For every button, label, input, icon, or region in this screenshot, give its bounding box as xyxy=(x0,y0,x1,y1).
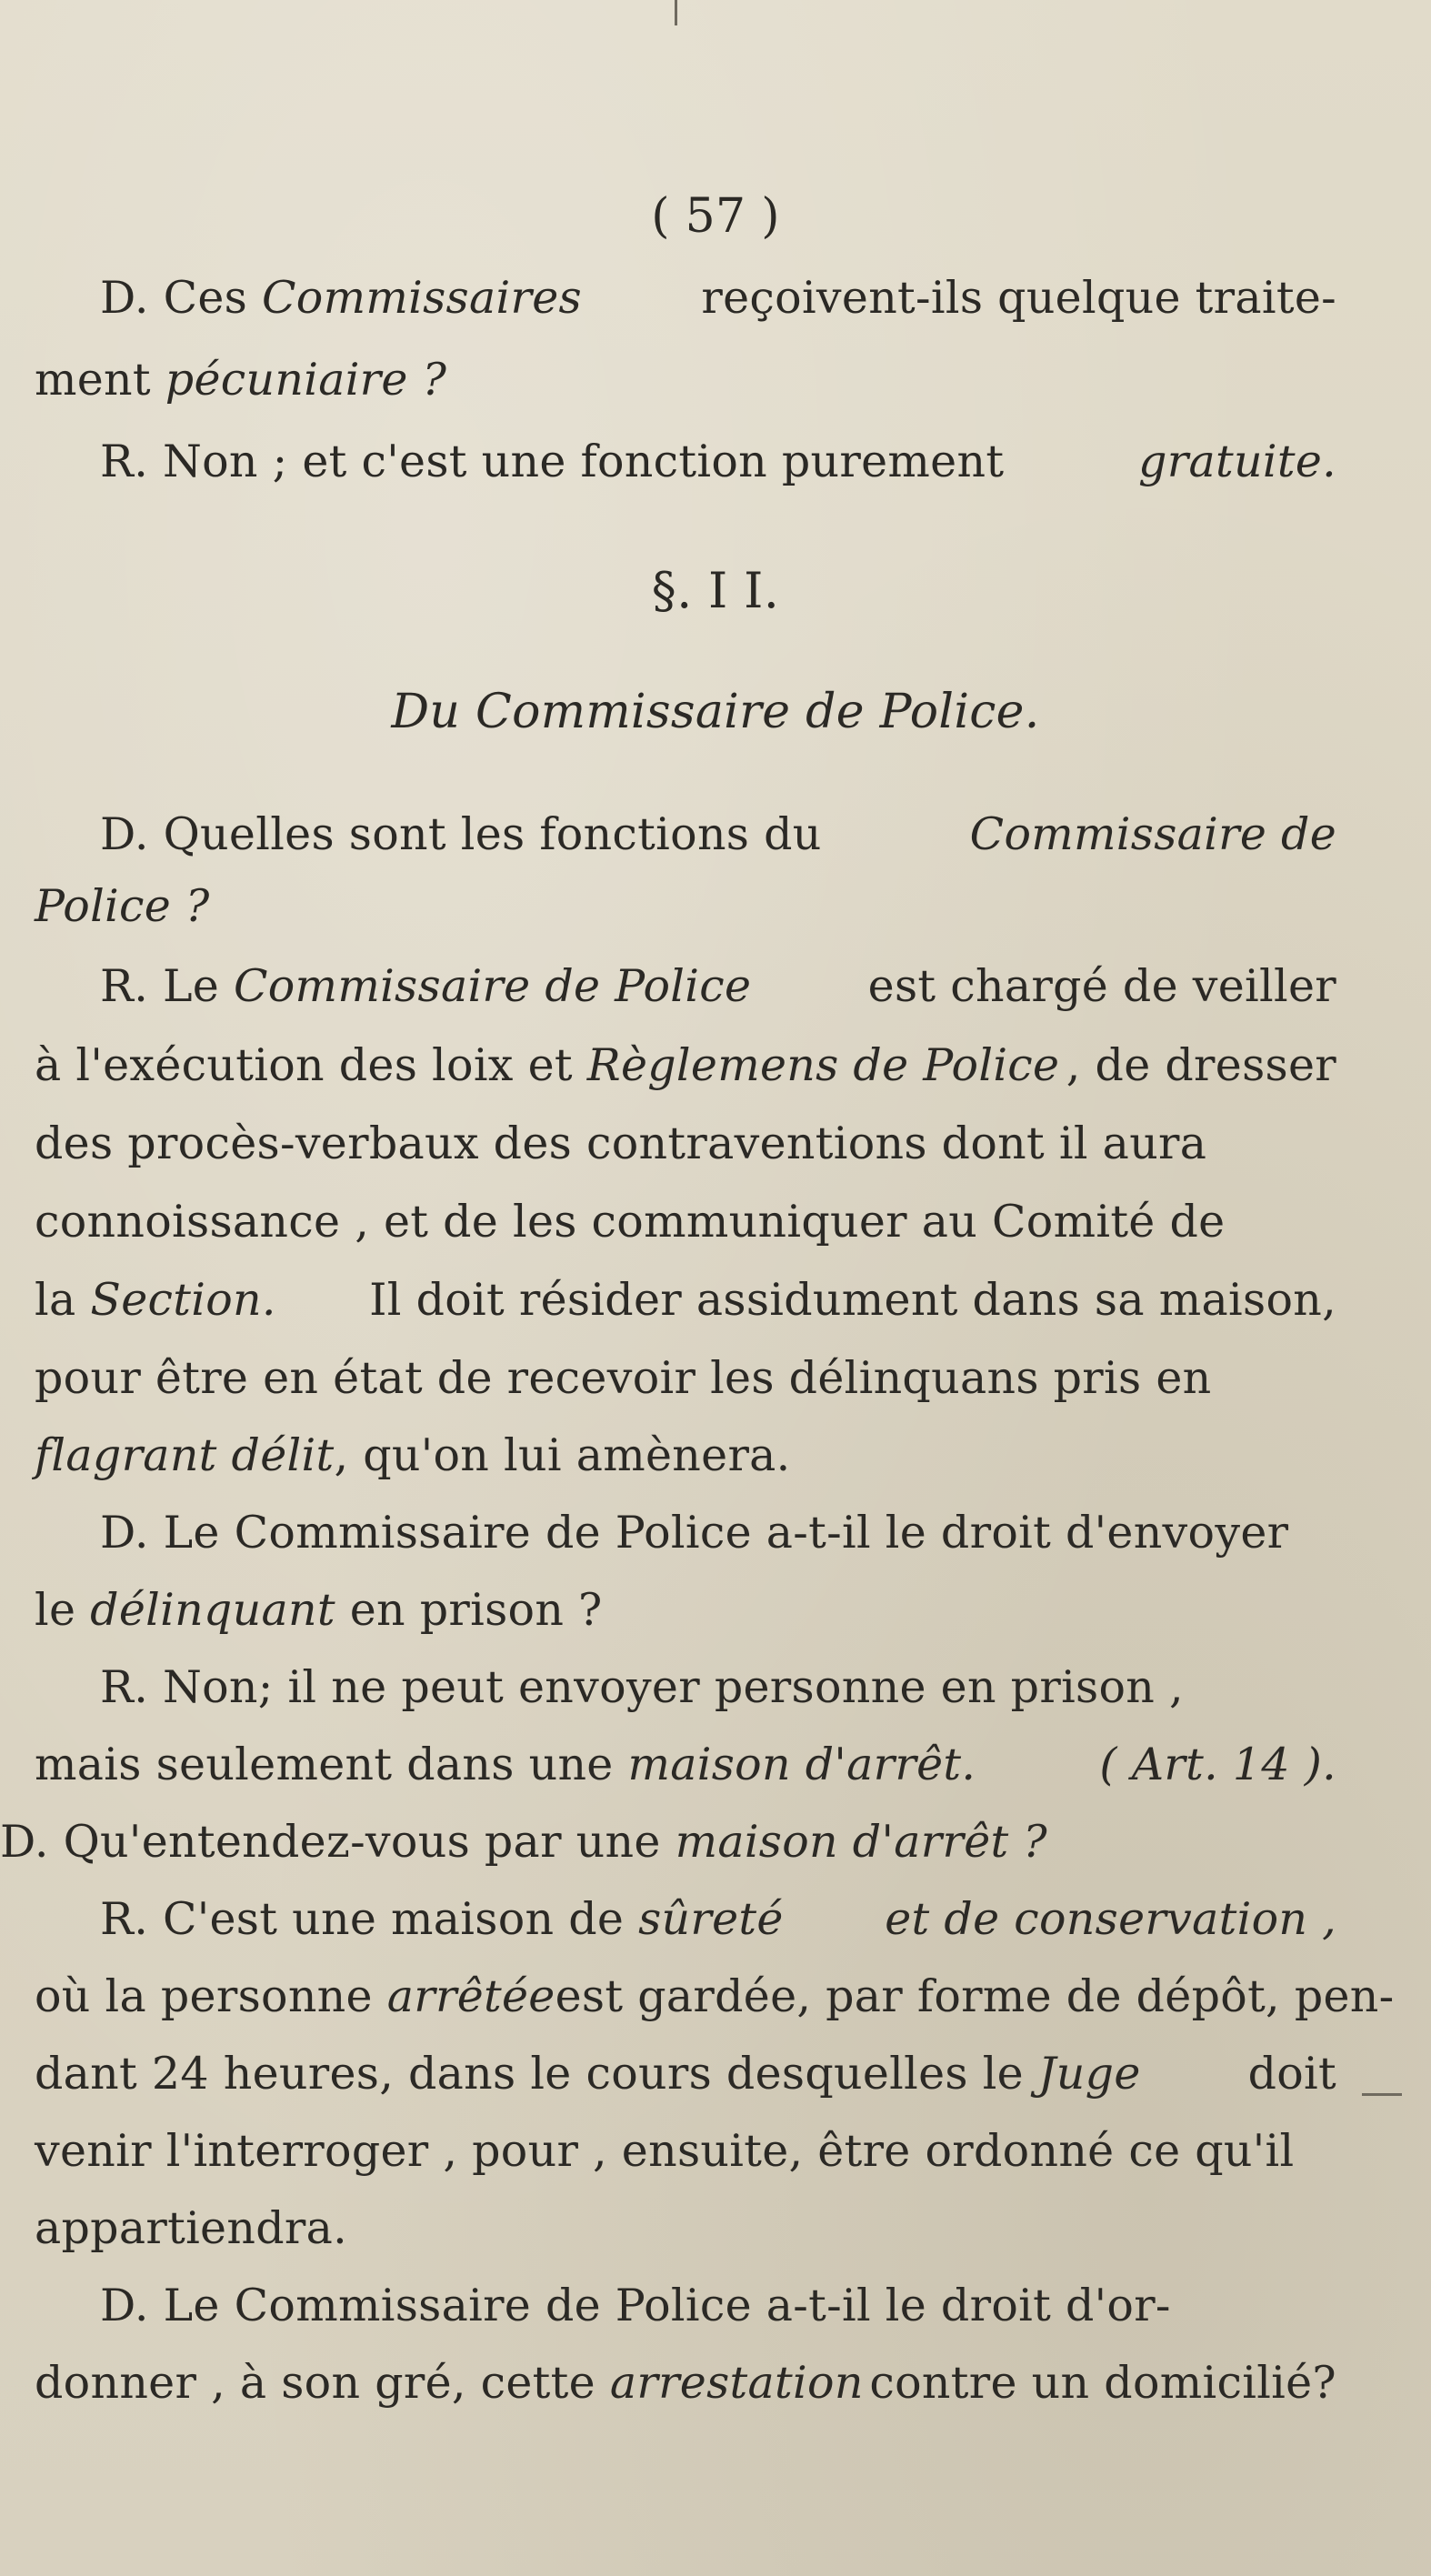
text-segment: à l'exécution des loix et Règlemens de Police xyxy=(35,1039,1060,1091)
text-segment: R. Non ; et c'est une fonction purement xyxy=(100,436,1005,487)
answer-line xyxy=(100,959,1336,1014)
answer-line xyxy=(100,1892,1336,1947)
text-segment: ( Art. 14 ). xyxy=(1099,1739,1336,1790)
text-segment: venir l'interroger , pour , ensuite, être ordonné ce qu'il xyxy=(35,2125,1295,2177)
text-segment: pour être en état de recevoir les délinquans pris en xyxy=(35,1352,1212,1404)
question-line xyxy=(100,2279,1336,2333)
question-line xyxy=(100,807,1336,862)
text-line xyxy=(35,2356,1336,2411)
text-line: Police ? xyxy=(35,880,210,932)
text-line xyxy=(35,1273,1336,1328)
text-line xyxy=(35,1738,1336,1792)
text-segment: D. Le Commissaire de Police a-t-il le droit d'envoyer xyxy=(100,1507,1289,1559)
text-line: appartiendra. xyxy=(35,2202,347,2254)
text-segment: dant 24 heures, dans le cours desquelles le Juge xyxy=(35,2048,1141,2100)
text-line xyxy=(35,1195,1336,1249)
question-line xyxy=(100,271,1336,326)
question-line: D. Qu'entendez-vous par une maison d'arrêt ? xyxy=(0,1816,1047,1868)
margin-mark xyxy=(1362,2093,1402,2096)
text-line xyxy=(35,2124,1336,2179)
text-segment: est gardée, par forme de dépôt, pen- xyxy=(555,1970,1395,2022)
text-segment: D. Quelles sont les fonctions du xyxy=(100,808,822,860)
text-line xyxy=(35,2047,1336,2101)
text-segment: Commissaire de xyxy=(969,808,1336,860)
answer-line xyxy=(100,1660,1336,1715)
text-segment: R. C'est une maison de sûreté xyxy=(100,1893,784,1945)
text-line xyxy=(35,1038,1336,1093)
text-line: flagrant délit, qu'on lui amènera. xyxy=(35,1429,791,1481)
text-segment: reçoivent-ils quelque traite- xyxy=(701,272,1336,324)
text-line: ment pécuniaire ? xyxy=(35,354,447,406)
text-line xyxy=(35,1351,1336,1406)
binding-mark xyxy=(675,0,677,25)
question-line xyxy=(100,1506,1336,1560)
answer-line xyxy=(100,435,1336,489)
text-segment: donner , à son gré, cette arrestation xyxy=(35,2357,864,2409)
text-segment: D. Le Commissaire de Police a-t-il le droit d'or- xyxy=(100,2280,1171,2331)
page-number: ( 57 ) xyxy=(651,189,780,244)
text-segment: connoissance , et de les communiquer au Comité de xyxy=(35,1196,1226,1248)
text-line xyxy=(35,1970,1395,2024)
text-segment: doit xyxy=(1247,2048,1336,2100)
text-segment: est chargé de veiller xyxy=(867,960,1336,1012)
text-segment: où la personne arrêtée xyxy=(35,1970,555,2022)
text-segment: la Section. xyxy=(35,1274,276,1326)
section-heading: §. I I. xyxy=(651,562,780,619)
section-title: Du Commissaire de Police. xyxy=(391,685,1040,739)
text-line xyxy=(35,1117,1336,1171)
text-segment: mais seulement dans une maison d'arrêt. xyxy=(35,1739,976,1790)
text-segment: des procès-verbaux des contraventions dont il aura xyxy=(35,1118,1207,1169)
text-line: le délinquant en prison ? xyxy=(35,1584,603,1636)
text-segment: gratuite. xyxy=(1138,436,1336,487)
text-segment: R. Le Commissaire de Police xyxy=(100,960,752,1012)
text-segment: et de conservation , xyxy=(885,1893,1336,1945)
text-segment: D. Ces Commissaires xyxy=(100,272,582,324)
text-segment: R. Non; il ne peut envoyer personne en prison , xyxy=(100,1661,1184,1713)
text-segment: contre un domicilié? xyxy=(869,2357,1336,2409)
text-segment: Il doit résider assidument dans sa maison, xyxy=(369,1274,1336,1326)
text-segment: , de dresser xyxy=(1066,1039,1336,1091)
